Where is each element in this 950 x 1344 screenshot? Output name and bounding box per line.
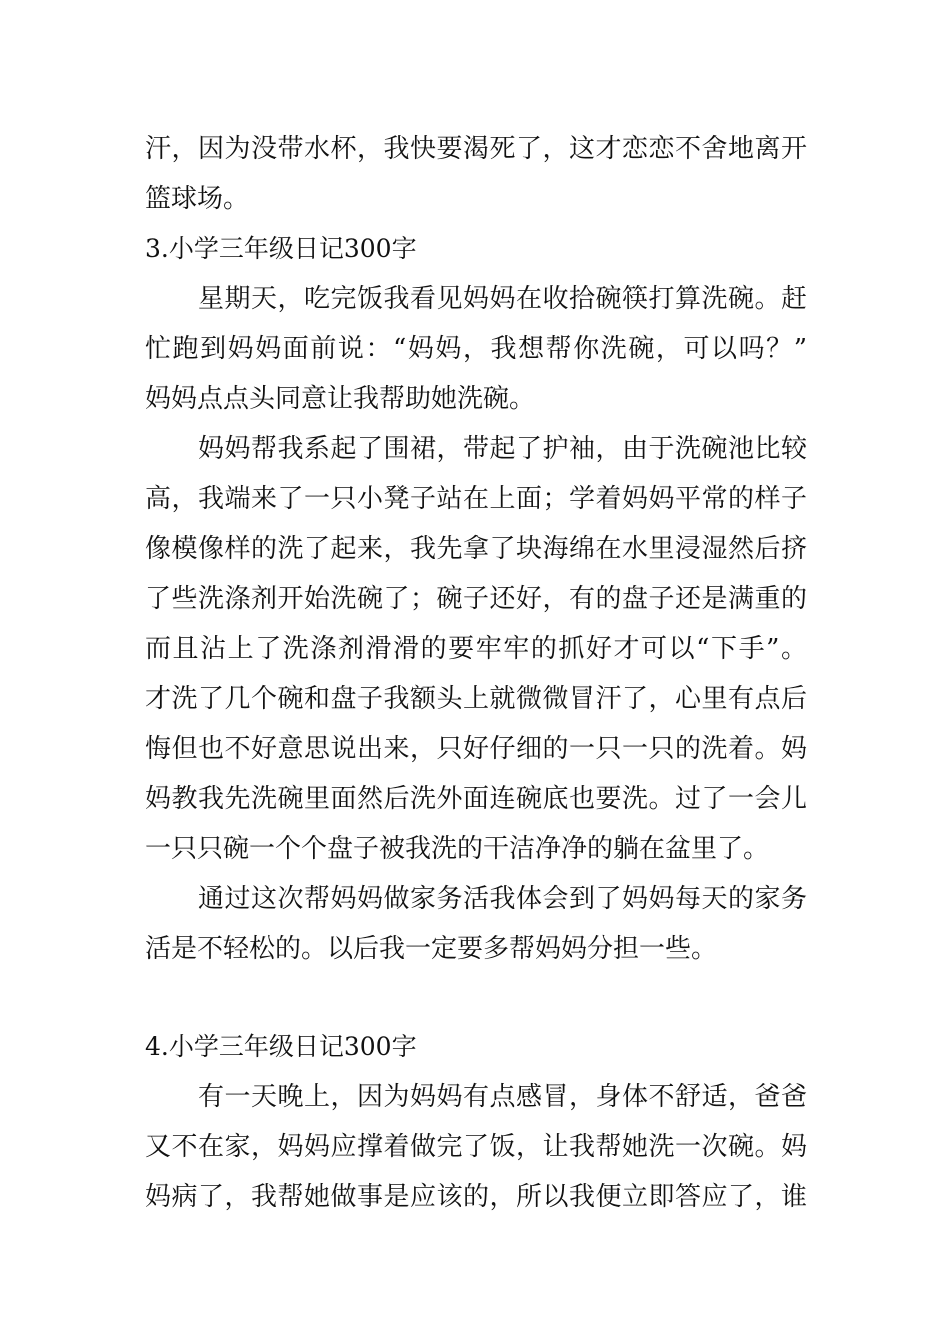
- s3-p2-line-9: 一只只碗一个个盘子被我洗的干洁净净的躺在盆里了。: [145, 834, 770, 864]
- s3-p1-line-2: 忙跑到妈妈面前说：“妈妈，我想帮你洗碗，可以吗？”: [145, 334, 807, 364]
- s3-p2-line-2: 高，我端来了一只小凳子站在上面；学着妈妈平常的样子: [145, 484, 807, 514]
- section-4-heading: 4.小学三年级日记300字: [145, 1032, 417, 1061]
- s4-p1-line-3: 妈病了，我帮她做事是应该的，所以我便立即答应了，谁: [145, 1182, 807, 1212]
- s3-p3-line-1: 通过这次帮妈妈做家务活我体会到了妈妈每天的家务: [198, 884, 807, 914]
- section-3-heading: 3.小学三年级日记300字: [145, 234, 417, 263]
- s3-p1-line-1: 星期天，吃完饭我看见妈妈在收拾碗筷打算洗碗。赶: [198, 284, 807, 314]
- s3-p2-line-7: 悔但也不好意思说出来，只好仔细的一只一只的洗着。妈: [145, 734, 807, 764]
- section-gap: [145, 974, 807, 1022]
- s3-p2-line-3: 像模像样的洗了起来，我先拿了块海绵在水里浸湿然后挤: [145, 534, 807, 564]
- continuation-line-1: 汗，因为没带水杯，我快要渴死了，这才恋恋不舍地离开: [145, 134, 807, 164]
- s3-p1-line-3: 妈妈点点头同意让我帮助她洗碗。: [145, 384, 536, 414]
- document-body: [145, 124, 807, 1222]
- s4-p1-line-1: 有一天晚上，因为妈妈有点感冒，身体不舒适，爸爸: [198, 1082, 807, 1112]
- s3-p2-line-4: 了些洗涤剂开始洗碗了；碗子还好，有的盘子还是满重的: [145, 584, 807, 614]
- s3-p2-line-5: 而且沾上了洗涤剂滑滑的要牢牢的抓好才可以“下手”。: [145, 634, 807, 664]
- s3-p2-line-6: 才洗了几个碗和盘子我额头上就微微冒汗了，心里有点后: [145, 684, 807, 714]
- s4-p1-line-2: 又不在家，妈妈应撑着做完了饭，让我帮她洗一次碗。妈: [145, 1132, 807, 1162]
- s3-p3-line-2: 活是不轻松的。以后我一定要多帮妈妈分担一些。: [145, 934, 718, 964]
- s3-p2-line-1: 妈妈帮我系起了围裙，带起了护袖，由于洗碗池比较: [198, 434, 807, 464]
- continuation-line-2: 篮球场。: [145, 184, 250, 214]
- s3-p2-line-8: 妈教我先洗碗里面然后洗外面连碗底也要洗。过了一会儿: [145, 784, 807, 814]
